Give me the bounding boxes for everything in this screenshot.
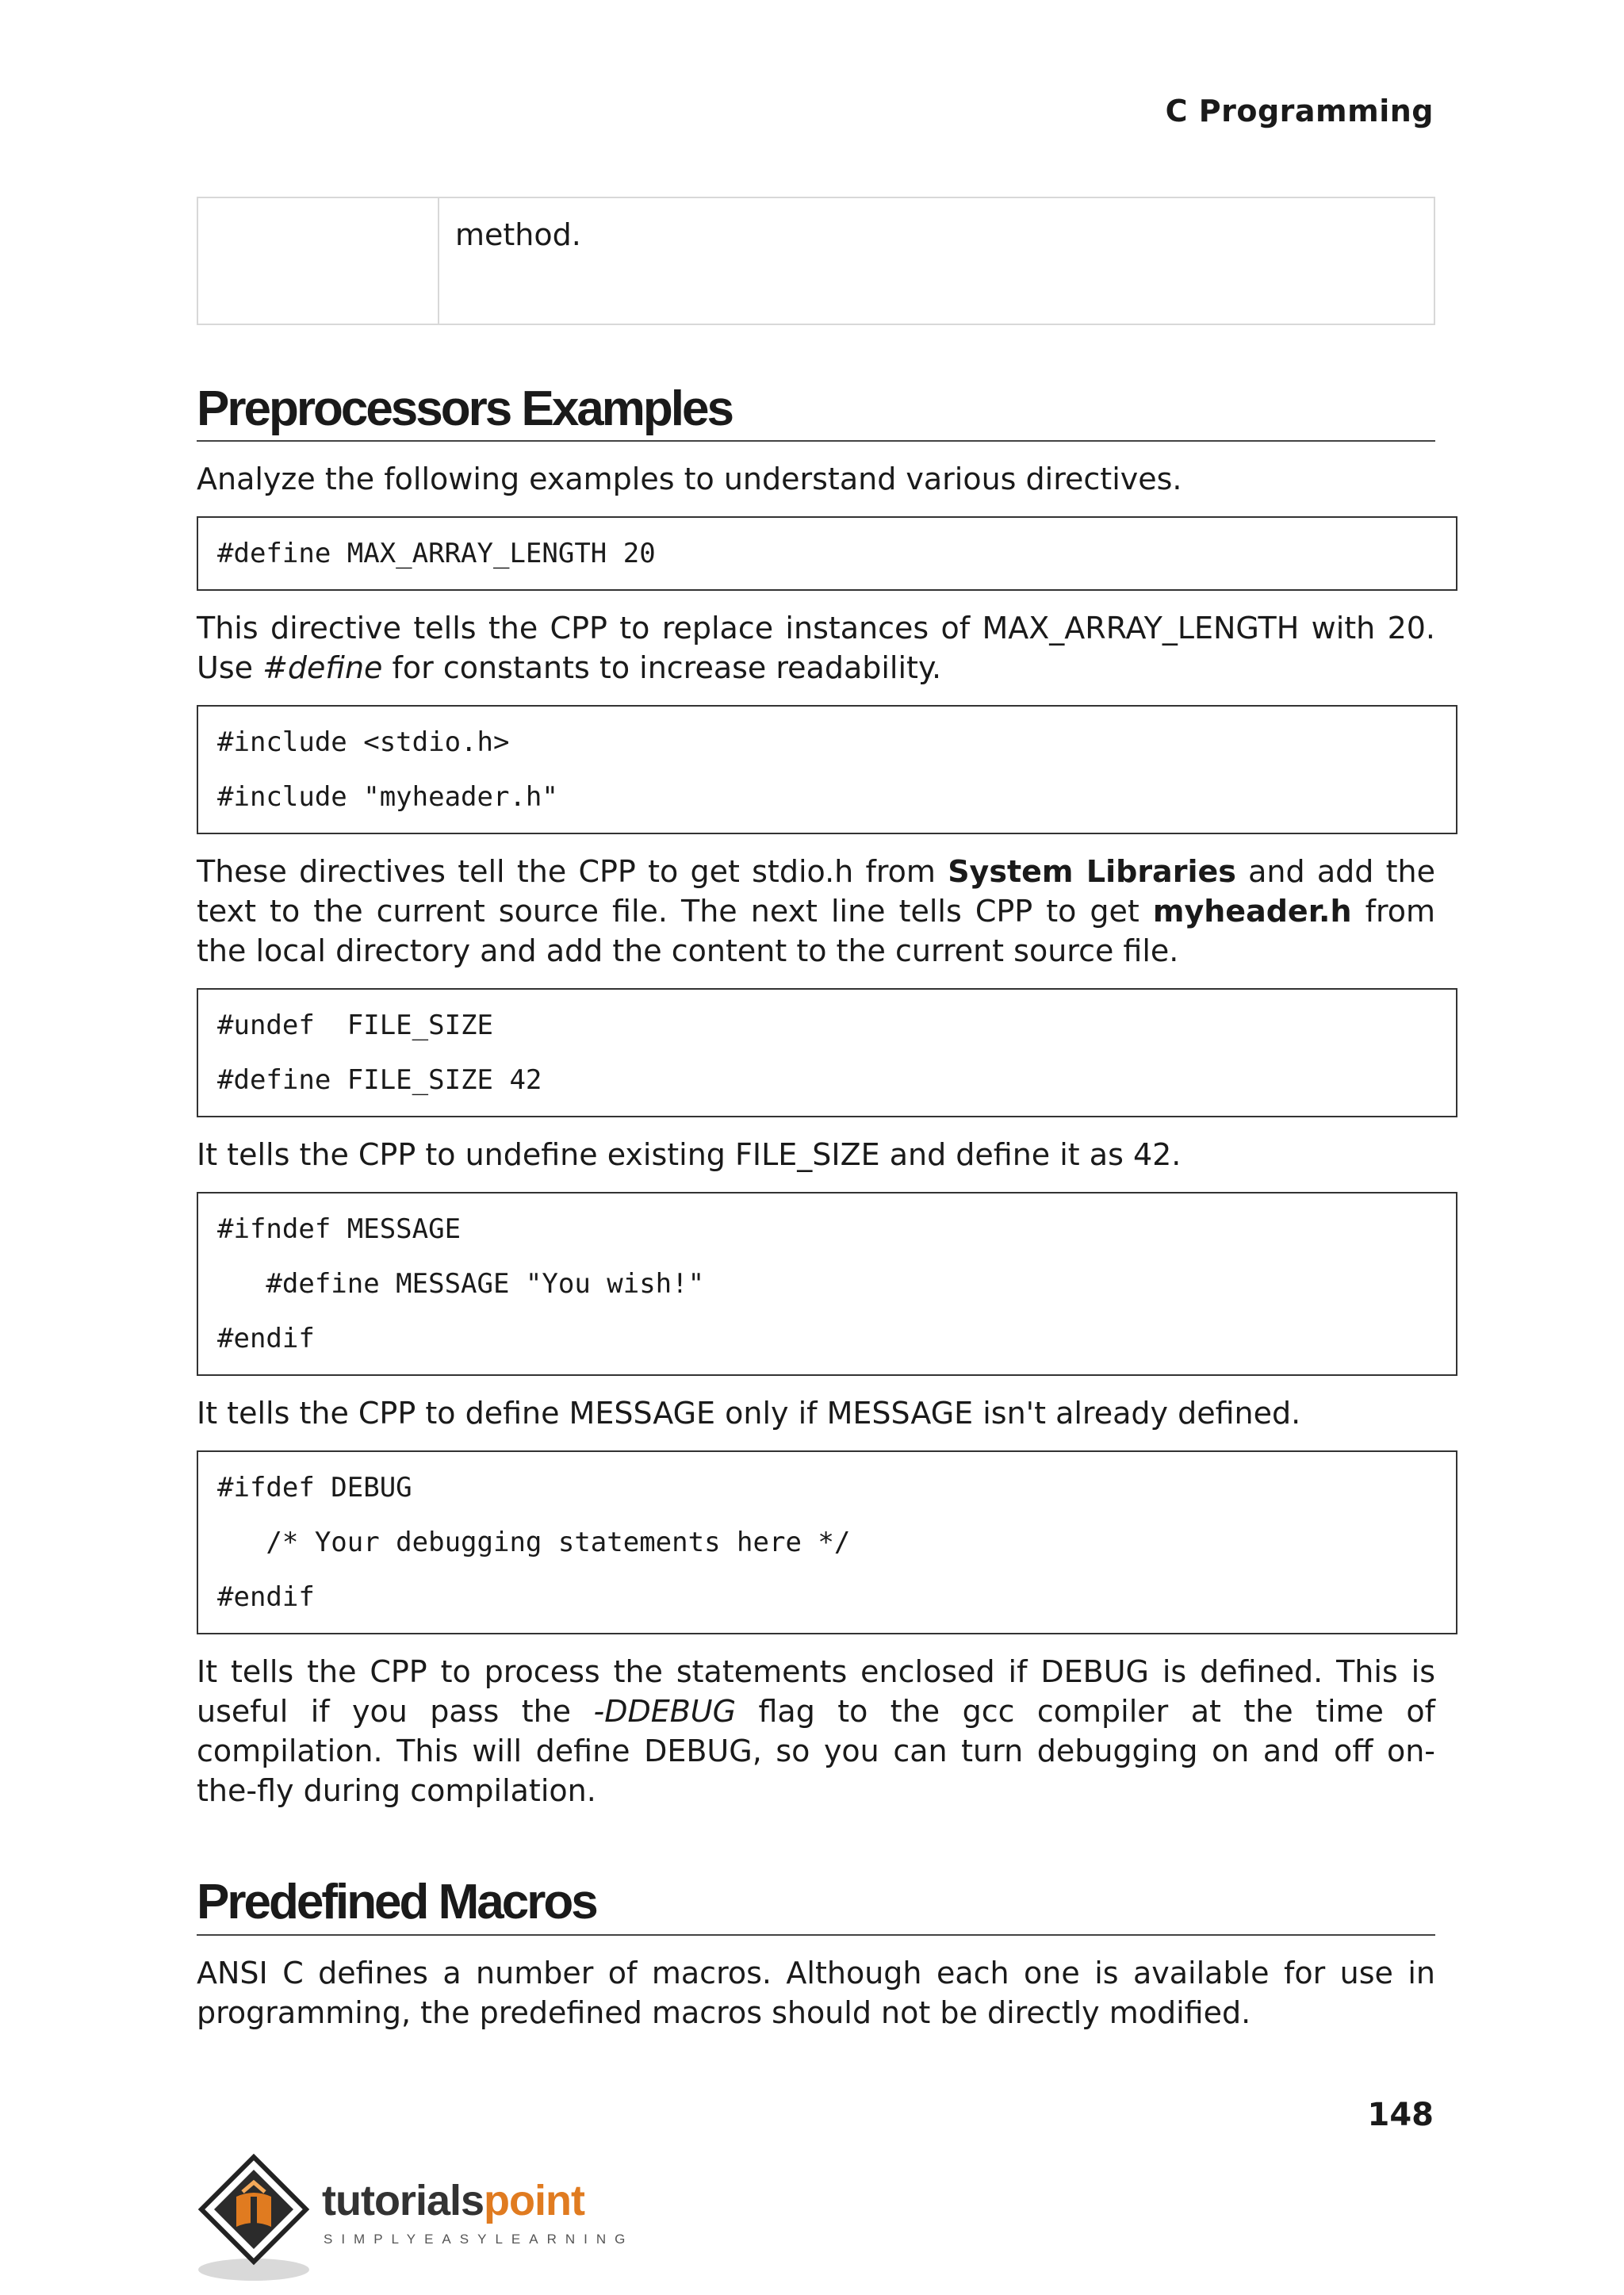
- paragraph-predefined-macros: ANSI C defines a number of macros. Although each one is available for use in programming, the predefined macros should not be directly modified.: [197, 1955, 1435, 2030]
- code-block-ifndef: [197, 1192, 1457, 1376]
- code-block-include: [197, 705, 1457, 834]
- logo-wordmark: [322, 2176, 584, 2225]
- code-line: #endif: [217, 1323, 315, 1355]
- code-line: #endif: [217, 1581, 315, 1614]
- paragraph-include: [197, 852, 1435, 971]
- code-line: #include <stdio.h>: [217, 726, 510, 759]
- text-span: and add the text to the current source file. The next line tells CPP to get: [197, 854, 1435, 929]
- text-span: flag to the gcc compiler at the time of compilation. This will define DEBUG, so you can turn debugging on and off on-the-fly during compilation.: [197, 1694, 1435, 1809]
- code-line: #undef FILE_SIZE: [217, 1010, 493, 1042]
- bold-myheader: myheader.h: [1152, 894, 1352, 929]
- code-block-define: [197, 516, 1457, 591]
- code-line: #include "myheader.h": [217, 781, 558, 814]
- page-number: 148: [1367, 2097, 1434, 2133]
- text-span: It tells the CPP to process the statements enclosed if DEBUG is defined. This is useful if you pass the: [197, 1654, 1435, 1730]
- code-line: #define MAX_ARRAY_LENGTH 20: [217, 538, 656, 570]
- logo-tagline: SIMPLYEASYLEARNING: [324, 2232, 634, 2247]
- table-cell-empty: [197, 197, 439, 324]
- paragraph-undef: It tells the CPP to undefine existing FILE_SIZE and define it as 42.: [197, 1137, 1182, 1173]
- emphasis-ddebug: -DDEBUG: [593, 1694, 737, 1730]
- intro-paragraph: Analyze the following examples to understand various directives.: [197, 462, 1182, 497]
- text-span: for constants to increase readability.: [382, 650, 942, 686]
- text-span: These directives tell the CPP to get stdio.h from: [197, 854, 948, 890]
- code-line: #define FILE_SIZE 42: [217, 1064, 542, 1097]
- paragraph-ifndef: It tells the CPP to define MESSAGE only if MESSAGE isn't already defined.: [197, 1396, 1301, 1431]
- page-content: [197, 197, 1435, 2033]
- section-heading-preprocessors-examples: Preprocessors Examples: [197, 381, 1435, 442]
- code-line: #ifndef MESSAGE: [217, 1213, 462, 1246]
- text-span: from the local directory and add the content to the current source file.: [197, 894, 1435, 969]
- bold-system-libraries: System Libraries: [948, 854, 1236, 890]
- logo-word-point: point: [484, 2177, 584, 2224]
- code-block-ifdef: [197, 1450, 1457, 1634]
- tutorialspoint-logo: [197, 2151, 641, 2285]
- logo-diamond-icon: [197, 2151, 316, 2285]
- code-line: /* Your debugging statements here */: [217, 1527, 851, 1559]
- code-block-undef: [197, 988, 1457, 1117]
- code-line: #define MESSAGE "You wish!": [217, 1268, 705, 1301]
- table-row: [197, 197, 1434, 324]
- continued-table: [197, 197, 1435, 325]
- logo-word-tutorials: tutorials: [322, 2177, 485, 2224]
- text-span: This directive tells the CPP to replace instances of MAX_ARRAY_LENGTH with 20. Use: [197, 611, 1435, 686]
- page-header-title: C Programming: [1165, 94, 1434, 128]
- code-line: #ifdef DEBUG: [217, 1472, 412, 1504]
- section-heading-predefined-macros: Predefined Macros: [197, 1874, 1435, 1935]
- emphasis-define: #define: [262, 650, 383, 686]
- paragraph-define: [197, 608, 1435, 688]
- paragraph-ifdef: [197, 1652, 1435, 1810]
- table-cell-text: method.: [439, 197, 1434, 324]
